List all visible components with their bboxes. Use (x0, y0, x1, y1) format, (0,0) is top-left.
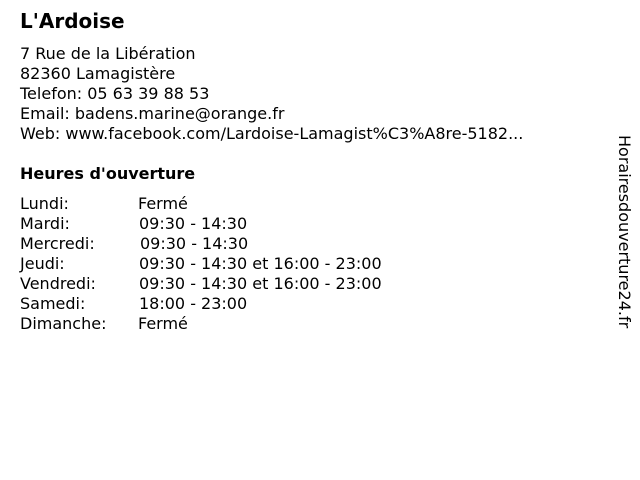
day-hours: 09:30 - 14:30 (140, 234, 249, 253)
phone-number: Telefon: 05 63 39 88 53 (20, 84, 210, 103)
opening-hours-list (20, 194, 580, 334)
hours-row-mercredi (20, 234, 580, 254)
day-label: Mercredi: (20, 234, 95, 253)
address-street: 7 Rue de la Libération (20, 44, 196, 63)
day-hours: 09:30 - 14:30 et 16:00 - 23:00 (139, 274, 382, 293)
day-label: Vendredi: (20, 274, 96, 293)
hours-row-vendredi (20, 274, 580, 294)
hours-row-lundi (20, 194, 580, 214)
address-city: 82360 Lamagistère (20, 64, 176, 83)
contact-block (20, 44, 523, 144)
day-label: Lundi: (20, 194, 69, 213)
day-hours: 09:30 - 14:30 et 16:00 - 23:00 (139, 254, 382, 273)
business-name: L'Ardoise (20, 9, 125, 33)
hours-row-dimanche (20, 314, 580, 334)
day-label: Jeudi: (20, 254, 65, 273)
opening-hours-heading: Heures d'ouverture (20, 164, 196, 183)
email-address: Email: badens.marine@orange.fr (20, 104, 285, 123)
day-label: Samedi: (20, 294, 86, 313)
day-label: Mardi: (20, 214, 70, 233)
day-hours: Fermé (138, 314, 188, 333)
day-label: Dimanche: (20, 314, 107, 333)
day-hours: 09:30 - 14:30 (139, 214, 248, 233)
hours-row-mardi (20, 214, 580, 234)
day-hours: 18:00 - 23:00 (139, 294, 248, 313)
website-url: Web: www.facebook.com/Lardoise-Lamagist%C3%A8re-5182... (20, 124, 524, 143)
day-hours: Fermé (138, 194, 188, 213)
hours-row-samedi (20, 294, 580, 314)
site-watermark: Horairesdouverture24.fr (615, 135, 634, 329)
hours-row-jeudi (20, 254, 580, 274)
